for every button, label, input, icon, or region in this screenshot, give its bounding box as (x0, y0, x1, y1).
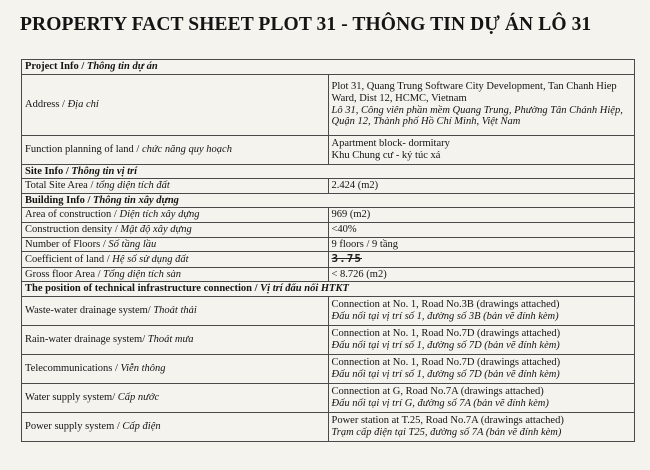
row-value: < 8.726 (m2) (328, 267, 635, 282)
label-en: Coefficient of land / (25, 253, 110, 265)
section-title-en: The position of technical infrastructure connection / (25, 283, 258, 295)
row-label (22, 412, 329, 441)
label-en: Power supply system / (25, 421, 120, 433)
value-vi: Trạm cấp điện tại T25, đường số 7A (bản vẽ đính kèm) (331, 426, 562, 438)
row-value (328, 325, 635, 354)
label-en: Number of Floors / (25, 238, 106, 250)
table-row (22, 267, 635, 282)
label-vi: Hệ số sử dụng đất (112, 253, 189, 265)
section-header-site (22, 164, 635, 179)
label-vi: Cấp nước (117, 392, 160, 404)
table-row (22, 222, 635, 237)
section-title-en: Site Info / (25, 165, 69, 177)
row-label (22, 208, 329, 223)
row-value (328, 74, 635, 135)
table-row (22, 252, 635, 268)
table-row (22, 325, 635, 354)
label-en: Waste-water drainage system/ (25, 305, 151, 317)
label-en: Function planning of land / (25, 143, 140, 155)
table-row (22, 383, 635, 412)
table-row (22, 208, 635, 223)
row-label (22, 135, 329, 164)
label-vi: Mật độ xây dựng (120, 223, 192, 235)
section-title-en: Project Info / (25, 61, 85, 72)
row-label (22, 74, 329, 135)
row-value (328, 354, 635, 383)
label-vi: Viễn thông (120, 363, 166, 375)
section-title-vi: Thông tin vị trí (71, 165, 138, 177)
label-vi: Cấp điện (122, 421, 161, 433)
table-row (22, 412, 635, 441)
label-vi: chức năng quy hoạch (141, 143, 232, 155)
label-en: Rain-water drainage system/ (25, 334, 146, 346)
value-en: Connection at No. 1, Road No.7D (drawings attached) (331, 357, 561, 369)
table-row (22, 354, 635, 383)
label-en: Area of construction / (25, 209, 117, 221)
section-header-building (22, 193, 635, 208)
label-en: Gross floor Area / (25, 268, 101, 280)
value-vi: Đấu nối tại vị trí số 1, đường số 3B (bản vẽ đính kèm) (331, 310, 559, 322)
table-row (22, 237, 635, 252)
row-label (22, 267, 329, 282)
row-value (328, 383, 635, 412)
label-en: Total Site Area / (25, 180, 94, 192)
label-vi: tổng diện tích đất (96, 180, 170, 192)
page-title: PROPERTY FACT SHEET PLOT 31 - THÔNG TIN DỰ ÁN LÔ 31 (20, 14, 592, 35)
row-label (22, 325, 329, 354)
section-title-vi: Thông tin dự án (86, 61, 158, 72)
coefficient-handwritten-value: 3.75 (331, 252, 362, 266)
table-row (22, 74, 635, 135)
value-en: Apartment block- dormitary (331, 138, 450, 149)
row-value: 9 floors / 9 tầng (328, 237, 635, 252)
table-row (22, 179, 635, 194)
value-vi: Khu Chung cư - ký túc xá (331, 149, 441, 161)
row-value: <40% (328, 222, 635, 237)
value-en: Connection at No. 1, Road No.7D (drawings attached) (331, 328, 561, 340)
row-label (22, 252, 329, 268)
label-en: Construction density / (25, 223, 118, 235)
label-vi: Diện tích xây dựng (119, 209, 200, 221)
value-en: Connection at G, Road No.7A (drawings attached) (331, 386, 544, 398)
section-title-vi: Thông tin xây dựng (93, 194, 179, 206)
row-value (328, 135, 635, 164)
label-en: Telecommunications / (25, 363, 118, 375)
label-en: Water supply system/ (25, 392, 116, 404)
label-vi: Thoát thải (153, 305, 197, 317)
row-label (22, 179, 329, 194)
label-en: Address / (25, 98, 65, 110)
row-label (22, 354, 329, 383)
section-title-en: Building Info / (25, 194, 91, 206)
label-vi: Tổng diện tích sàn (103, 268, 182, 280)
row-label (22, 222, 329, 237)
label-vi: Địa chỉ (67, 98, 99, 110)
value-vi: Đấu nối tại vị trí G, đường số 7A (bản vẽ đính kèm) (331, 397, 549, 409)
value-en: Plot 31, Quang Trung Software City Development, Tan Chanh Hiep Ward, Dist 12, HCMC, Vietnam (331, 81, 617, 104)
section-header-project (22, 60, 635, 75)
row-label (22, 383, 329, 412)
value-vi: Lô 31, Công viên phần mềm Quang Trung, Phường Tân Chánh Hiệp, Quận 12, Thành phố Hồ Chí Minh, Việt Nam (331, 104, 623, 128)
row-label (22, 296, 329, 325)
row-label (22, 237, 329, 252)
table-row (22, 135, 635, 164)
row-value (328, 412, 635, 441)
label-vi: Số tầng lầu (108, 238, 157, 250)
value-vi: Đấu nối tại vị trí số 1, đường số 7D (bản vẽ đính kèm) (331, 368, 560, 380)
section-header-infrastructure (22, 282, 635, 297)
label-vi: Thoát mưa (147, 334, 194, 346)
row-value: 2.424 (m2) (328, 179, 635, 194)
value-en: Power station at T.25, Road No.7A (drawings attached) (331, 415, 564, 427)
value-vi: Đấu nối tại vị trí số 1, đường số 7D (bản vẽ đính kèm) (331, 339, 560, 351)
row-value (328, 296, 635, 325)
table-row (22, 296, 635, 325)
fact-sheet-table (21, 59, 635, 442)
value-en: Connection at No. 1, Road No.3B (drawings attached) (331, 299, 560, 311)
row-value: 969 (m2) (328, 208, 635, 223)
row-value (328, 252, 635, 268)
section-title-vi: Vị trí đấu nối HTKT (260, 283, 349, 295)
